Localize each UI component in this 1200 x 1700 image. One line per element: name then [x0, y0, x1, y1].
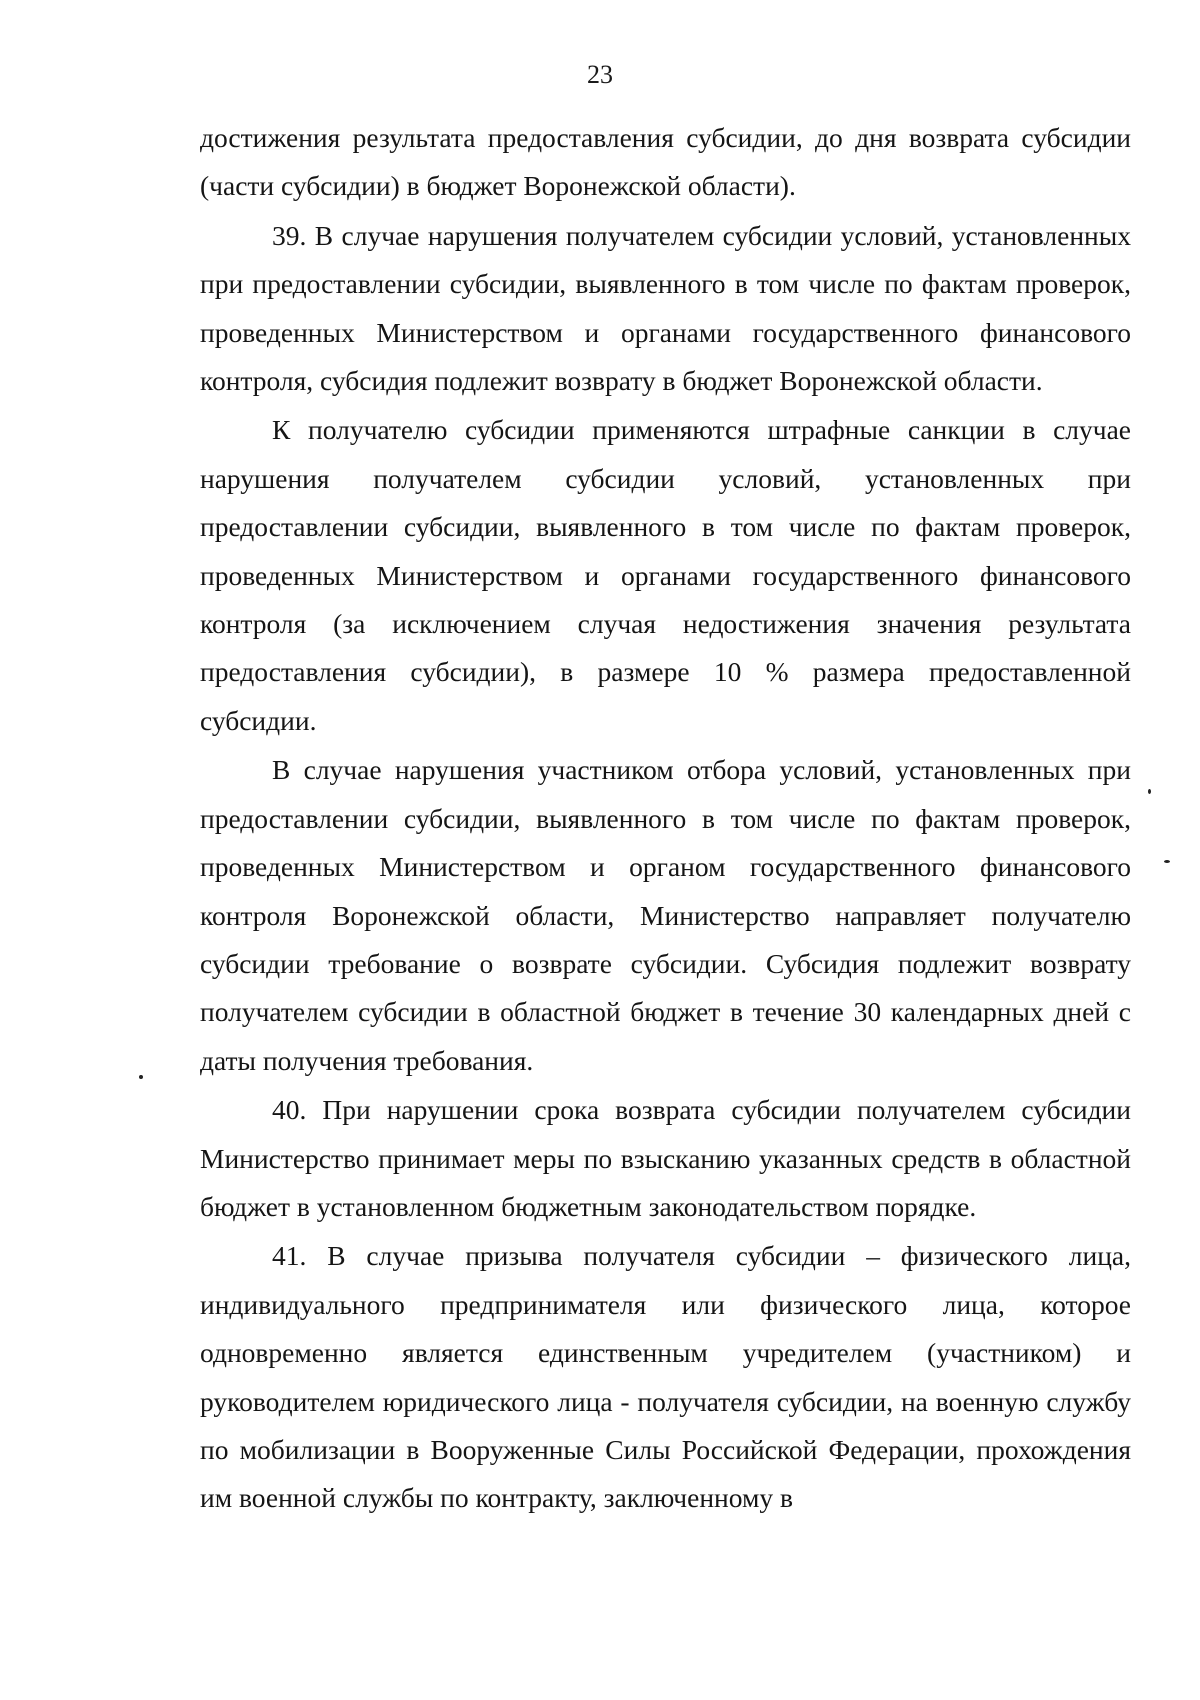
paragraph-penalty-sanctions: К получателю субсидии применяются штрафные санкции в случае нарушения получателем субсидии условий, установленных при предоставлении субсидии, выявленного в том числе по фактам проверок, проведенных Министерством и органами государственного финансового контроля (за исключением случая недостижения значения результата предоставления субсидии), в размере 10 % размера предоставленной субсидии.	[200, 414, 1131, 736]
paragraph-clause-40: 40. При нарушении срока возврата субсидии получателем субсидии Министерство принимает меры по взысканию указанных средств в областной бюджет в установленном бюджетным законодательством порядке.	[200, 1094, 1131, 1222]
page-number: 23	[587, 60, 613, 89]
paragraph-clause-39: 39. В случае нарушения получателем субсидии условий, установленных при предоставлении субсидии, выявленного в том числе по фактам проверок, проведенных Министерством и органами государственного финансового контроля, субсидия подлежит возврату в бюджет Воронежской области.	[200, 219, 1131, 397]
scan-speck	[1148, 789, 1151, 794]
paragraph-continuation: достижения результата предоставления субсидии, до дня возврата субсидии (части субсидии) в бюджет Воронежской области).	[200, 122, 1131, 202]
paragraph-selection-participant-violation: В случае нарушения участником отбора условий, установленных при предоставлении субсидии, выявленного в том числе по фактам проверок, проведенных Министерством и органом государственного финансового контроля Воронежской области, Министерство направляет получателю субсидии требование о возврате субсидии. Субсидия подлежит возврату получателем субсидии в областной бюджет в течение 30 календарных дней с даты получения требования.	[200, 754, 1131, 1076]
paragraph-clause-41: 41. В случае призыва получателя субсидии – физического лица, индивидуального предпринимателя или физического лица, которое одновременно является единственным учредителем (участником) и руководителем юридического лица - получателя субсидии, на военную службу по мобилизации в Вооруженные Силы Российской Федерации, прохождения им военной службы по контракту, заключенному в	[200, 1240, 1131, 1514]
scan-speck	[139, 1075, 143, 1079]
document-body	[200, 114, 1131, 1523]
scan-speck	[1164, 860, 1170, 863]
